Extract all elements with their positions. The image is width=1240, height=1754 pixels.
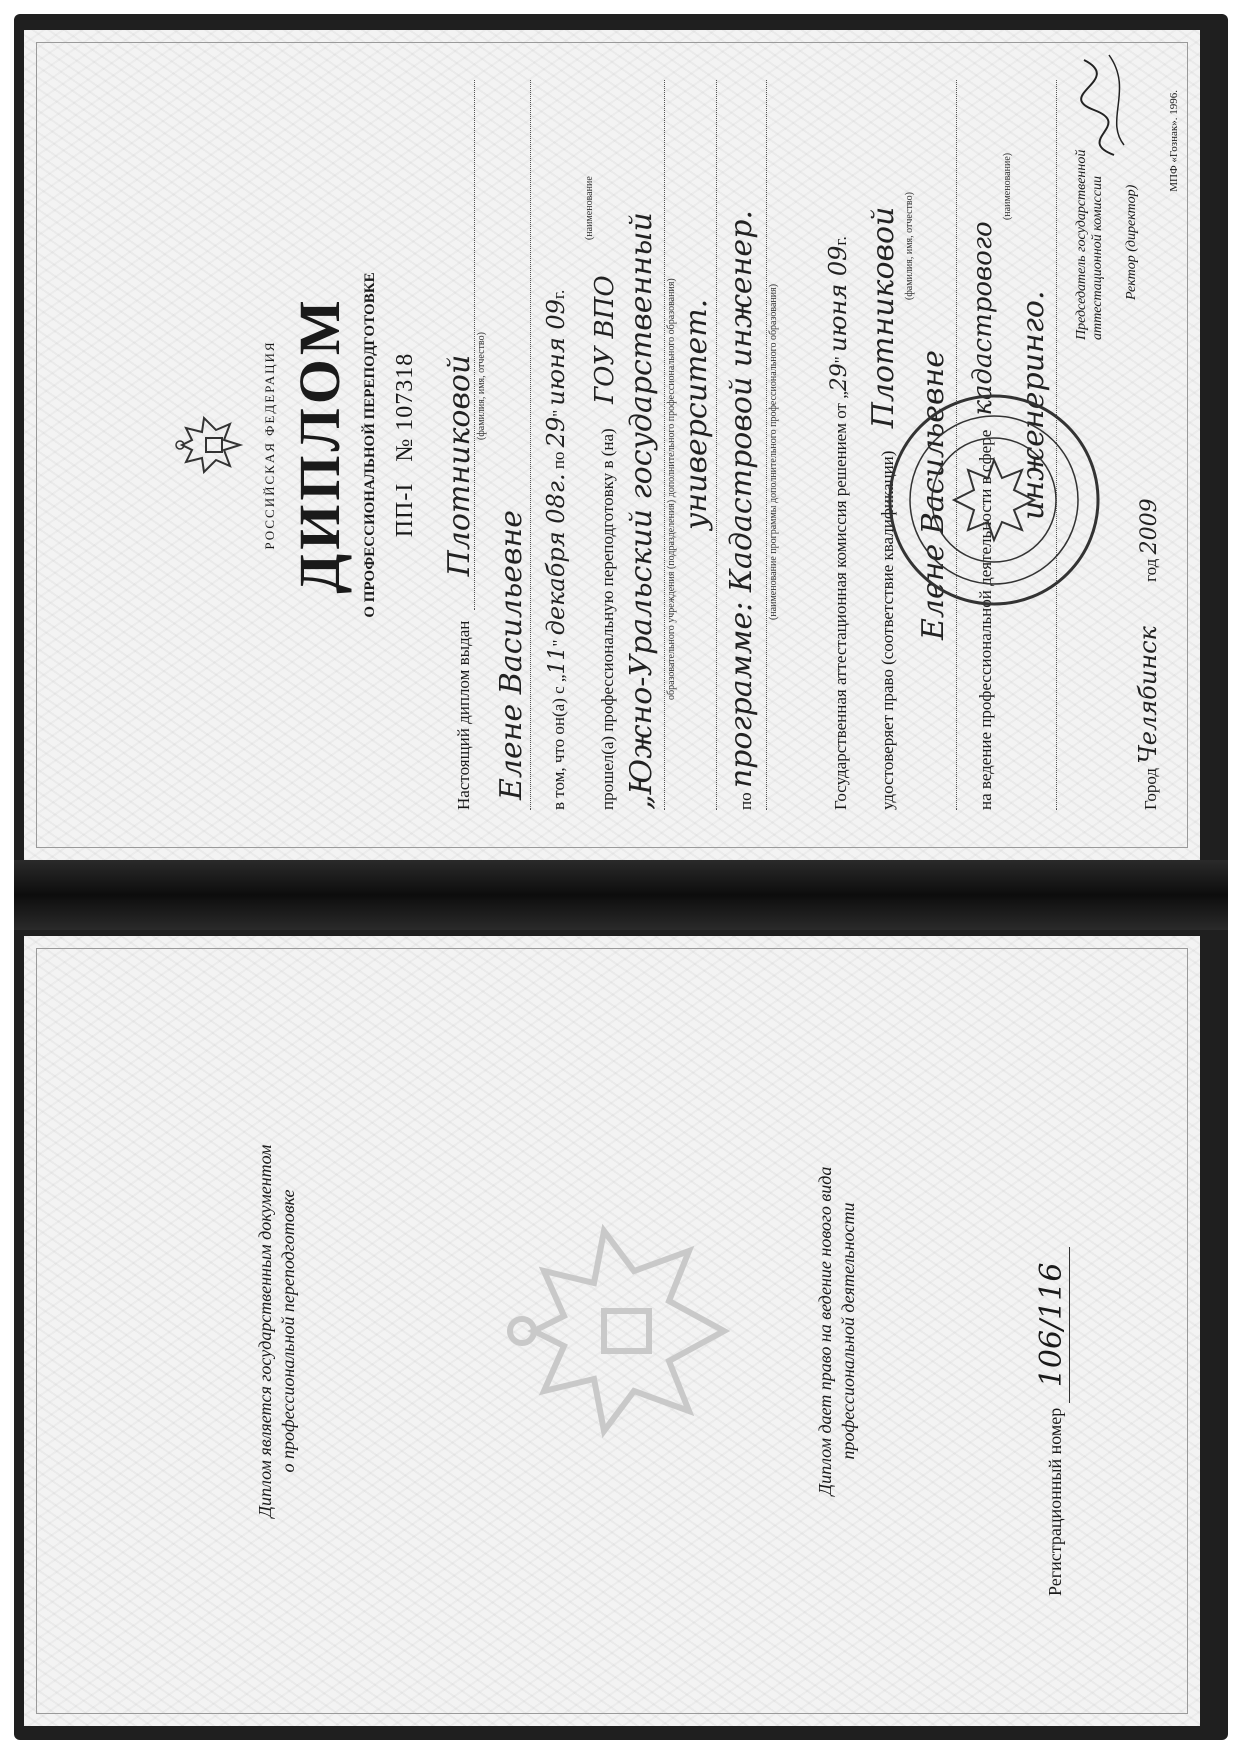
recipient-name-row: [494, 80, 529, 800]
certifies-name: Елене Васильевне: [916, 349, 951, 640]
recipient-name: Елене Васильевне: [494, 509, 529, 800]
registration-label: Регистрационный номер: [1045, 1407, 1065, 1596]
certifies-label: удостоверяет право (соответствие квалификации): [878, 450, 897, 810]
signature-chair: [1064, 50, 1144, 160]
caption-name: (наименование: [584, 176, 595, 240]
institution-line2: университет.: [679, 298, 714, 530]
institution-line2-row: [679, 80, 714, 530]
activity-value: кадастрового: [968, 221, 998, 416]
period-from-month: декабря 08г.: [542, 473, 570, 636]
diploma-back-page: [24, 936, 1200, 1726]
period-to: 29: [542, 416, 570, 448]
watermark-eagle-icon: [494, 1201, 754, 1461]
program-prefix: по: [736, 792, 755, 810]
number-sign: №: [392, 437, 418, 462]
recipient-surname: Плотниковой: [442, 354, 477, 577]
series: ПП-I: [392, 482, 418, 538]
document-subtitle: О ПРОФЕССИОНАЛЬНОЙ ПЕРЕПОДГОТОВКЕ: [362, 272, 378, 618]
period-prefix: в том, что он(а) с „: [549, 674, 568, 810]
rule-line: [530, 80, 531, 810]
activity-value2: инженеринго.: [1016, 290, 1051, 520]
year-suffix-2: г.: [831, 236, 850, 246]
city-label: Город: [1141, 768, 1160, 810]
period-to-month: июня 09: [542, 299, 570, 406]
country-name: РОССИЙСКАЯ ФЕДЕРАЦИЯ: [262, 340, 277, 550]
rule-line: [716, 80, 717, 810]
caption-name-2: (наименование): [1002, 152, 1013, 220]
caption-program: (наименование программы дополнительного профессионального образования): [768, 283, 779, 620]
caption-institution: образовательного учреждения (подразделения) дополнительного профессионального образования): [666, 278, 677, 700]
period-row: в том, что он(а) с „11" декабря 08г. по 29" июня 09г.: [542, 289, 570, 810]
program-row: [724, 80, 759, 810]
registration-row: [1034, 1247, 1069, 1596]
cover-spine: [14, 860, 1228, 930]
rule-line: [664, 80, 665, 810]
note-top-line2: о профессиональной переподготовке: [278, 1189, 299, 1473]
decision-day: 29: [827, 363, 852, 392]
registration-number: 106/116: [1034, 1247, 1070, 1404]
year-label: год: [1141, 558, 1160, 582]
diploma-number: 107318: [392, 352, 418, 431]
note-top-line1: Диплом является государственным документом: [255, 1144, 275, 1518]
rector-label: Ректор (директор): [1124, 184, 1139, 300]
year-suffix: г.: [549, 289, 568, 300]
document-title: ДИПЛОМ: [287, 296, 352, 594]
institution-line1-row: [624, 80, 659, 810]
publisher-imprint: МПФ «Гознак». 1996.: [1168, 90, 1180, 192]
rule-line: [766, 80, 767, 810]
note-bottom-line2: профессиональной деятельности: [838, 1202, 859, 1460]
period-to-label: по: [549, 451, 568, 470]
chair-label: Председатель государственной аттестационной комиссии: [1074, 149, 1105, 340]
year-value: 2009: [1137, 498, 1162, 555]
period-from: 11: [545, 646, 570, 675]
official-seal-icon: [884, 390, 1104, 610]
note-state-document: [254, 936, 301, 1726]
program-name: программе: Кадастровой инженер.: [724, 210, 759, 789]
issued-row: [442, 80, 477, 810]
city-row: [1134, 80, 1162, 810]
back-page-content: [24, 936, 1200, 1726]
front-page-content: [24, 30, 1200, 860]
certifies-surname: Плотниковой: [866, 206, 901, 429]
note-right-to-practice: [814, 936, 861, 1726]
decision-month: июня 09: [824, 245, 852, 353]
coat-of-arms-icon: [174, 410, 254, 480]
institution-line1: „Южно-Уральский государственный: [624, 212, 659, 810]
city-value: Челябинск: [1134, 626, 1162, 764]
diploma-front-page: [24, 30, 1200, 860]
commission-text: Государственная аттестационная комиссия решением от „: [831, 391, 850, 810]
retraining-label: прошел(а) профессиональную переподготовку в (на): [598, 428, 617, 810]
caption-fio-2: (фамилия, имя, отчество): [904, 192, 915, 300]
serial-number: [392, 30, 419, 860]
issued-label: Настоящий диплом выдан: [454, 620, 473, 810]
institution-abbr: ГОУ ВПО: [590, 275, 620, 405]
caption-fio: (фамилия, имя, отчество): [476, 332, 487, 440]
rule-line: [474, 80, 475, 610]
commission-row: Государственная аттестационная комиссия решением от „29" июня 09г.: [824, 236, 852, 810]
activity-label: на ведение профессиональной деятельности в сфере: [976, 429, 995, 810]
note-bottom-line1: Диплом дает право на ведение нового вида: [815, 1166, 835, 1496]
